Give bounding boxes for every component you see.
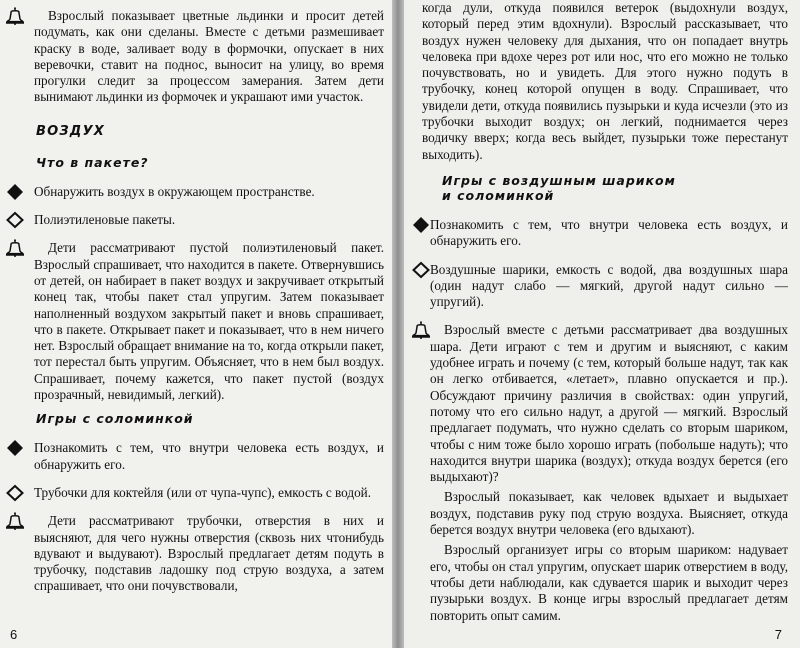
page-number-right: 7 <box>774 627 782 642</box>
materials-3: Воздушные шарики, емкость с водой, два воздушных шара (один надут слабо — мягкий, другой надут сильно — упругий). <box>422 262 788 311</box>
goal-2: Познакомить с тем, что внутри человека есть воздух, и обнаружить его. <box>34 440 384 473</box>
goal-1: Обнаружить воздух в окружающем пространстве. <box>34 184 384 200</box>
procedure-3: Взрослый вместе с детьми рассматривает два воздушных шара. Дети играют с тем и другим и выясняют, с каким удобнее играть и почему (с тем, который больше надут, так как он легко отбивается, «летает», плавно опускается и пр.). Обсуждают причину различия в свойствах: один упругий, потому что его сильно надут, а другой — мягкий. Взрослый предлагает подумать, что нужно сделать со вторым шариком, чтобы с ним тоже было хорошо играть (побольше надуть); что находится внутри шарика (воздух); откуда воздух берется (его выдыхают)? <box>422 322 788 485</box>
procedure-5: Взрослый организует игры со вторым шариком: надувает его, чтобы он стал упругим, опускает шарик отверстием в воду, чтобы дети наблюдали, как сдувается шарик и выходит через пузырьки воздух. В конце игры взрослый предлагает детям повторить опыт самим. <box>430 542 788 623</box>
right-paragraph-1: когда дули, откуда появился ветерок (выдохнули воздух, который перед этим вдохнули). Взрослый рассказывает, что воздух нужен человеку для дыхания, что он попадает внутрь человека при вдохе через рот или нос, что его можно не только почувствовать, но и увидеть. Для этого нужно подуть в трубочку, конец которой опущен в воду. Спрашивает, что увидели дети, откуда появились пузырьки и куда исчезли (это из трубочки выходит воздух; он легкий, поднимается через водичку вверх; когда весь выйдет, пузырьки тоже перестанут выходить). <box>422 0 788 162</box>
procedure-1: Дети рассматривают пустой полиэтиленовый пакет. Взрослый спрашивает, что находится в пакете. Отвернувшись от детей, он набирает в пакет воздух и закручивает открытый конец так, чтобы пакет стал упругим. Затем показывает наполненный воздухом закрытый пакет и вновь спрашивает, что в пакете. Открывает пакет и показывает, что в нем ничего нет. Взрослый обращает внимание на то, когда открыли пакет, тот перестал быть упругим. Объясняет, что в нем был воздух. Спрашивает, почему кажется, что пакет пустой (воздух прозрачный, невидимый, легкий). <box>34 240 384 403</box>
filled-diamond-icon <box>4 439 26 457</box>
materials-1: Полиэтиленовые пакеты. <box>34 212 384 228</box>
subsection-title-2: Игры с соломинкой <box>36 411 194 427</box>
book-gutter <box>392 0 404 648</box>
bell-icon <box>4 512 26 530</box>
subsection-title-3-line-1: Игры с воздушным шариком <box>442 172 676 188</box>
section-title: ВОЗДУХ <box>36 123 106 139</box>
subsection-title-3-line-2: и соломинкой <box>442 187 555 203</box>
filled-diamond-icon <box>410 216 432 234</box>
left-paragraph-1: Взрослый показывает цветные льдинки и просит детей подумать, как они сделаны. Вместе с детьми размешивает краску в воде, заливает воду в формочки, опускает в них веревочки, ставит на поднос, выносит на улицу, во время прогулки следит за процессом замерания. Затем дети вынимают льдинки из формочек и украшают ими участок. <box>34 8 384 106</box>
bell-icon <box>4 7 26 25</box>
right-column <box>422 0 788 628</box>
right-page <box>404 0 800 648</box>
materials-2: Трубочки для коктейля (или от чупа-чупс), емкость с водой. <box>34 485 384 501</box>
procedure-4: Взрослый показывает, как человек вдыхает и выдыхает воздух, подставив руку под струю воздуха. Выясняет, откуда берется воздух внутри человека (его вдыхают). <box>430 489 788 538</box>
filled-diamond-icon <box>4 183 26 201</box>
outline-diamond-icon <box>410 261 432 279</box>
left-column <box>34 8 384 599</box>
bell-icon <box>4 239 26 257</box>
subsection-title-3 <box>442 173 788 203</box>
outline-diamond-icon <box>4 211 26 229</box>
page-number-left: 6 <box>10 627 18 642</box>
subsection-title-1: Что в пакете? <box>36 154 149 170</box>
bell-icon <box>410 321 432 339</box>
goal-3: Познакомить с тем, что внутри человека есть воздух, и обнаружить его. <box>422 217 788 250</box>
procedure-2: Дети рассматривают трубочки, отверстия в них и выясняют, для чего нужны отверстия (сквозь них чтонибудь вдувают и выдувают). Взрослый предлагает детям подуть в трубочку, подставив ладошку под струю воздуха, а затем спрашивает, что они почувствовали, <box>34 513 384 594</box>
outline-diamond-icon <box>4 484 26 502</box>
left-page <box>0 0 392 648</box>
